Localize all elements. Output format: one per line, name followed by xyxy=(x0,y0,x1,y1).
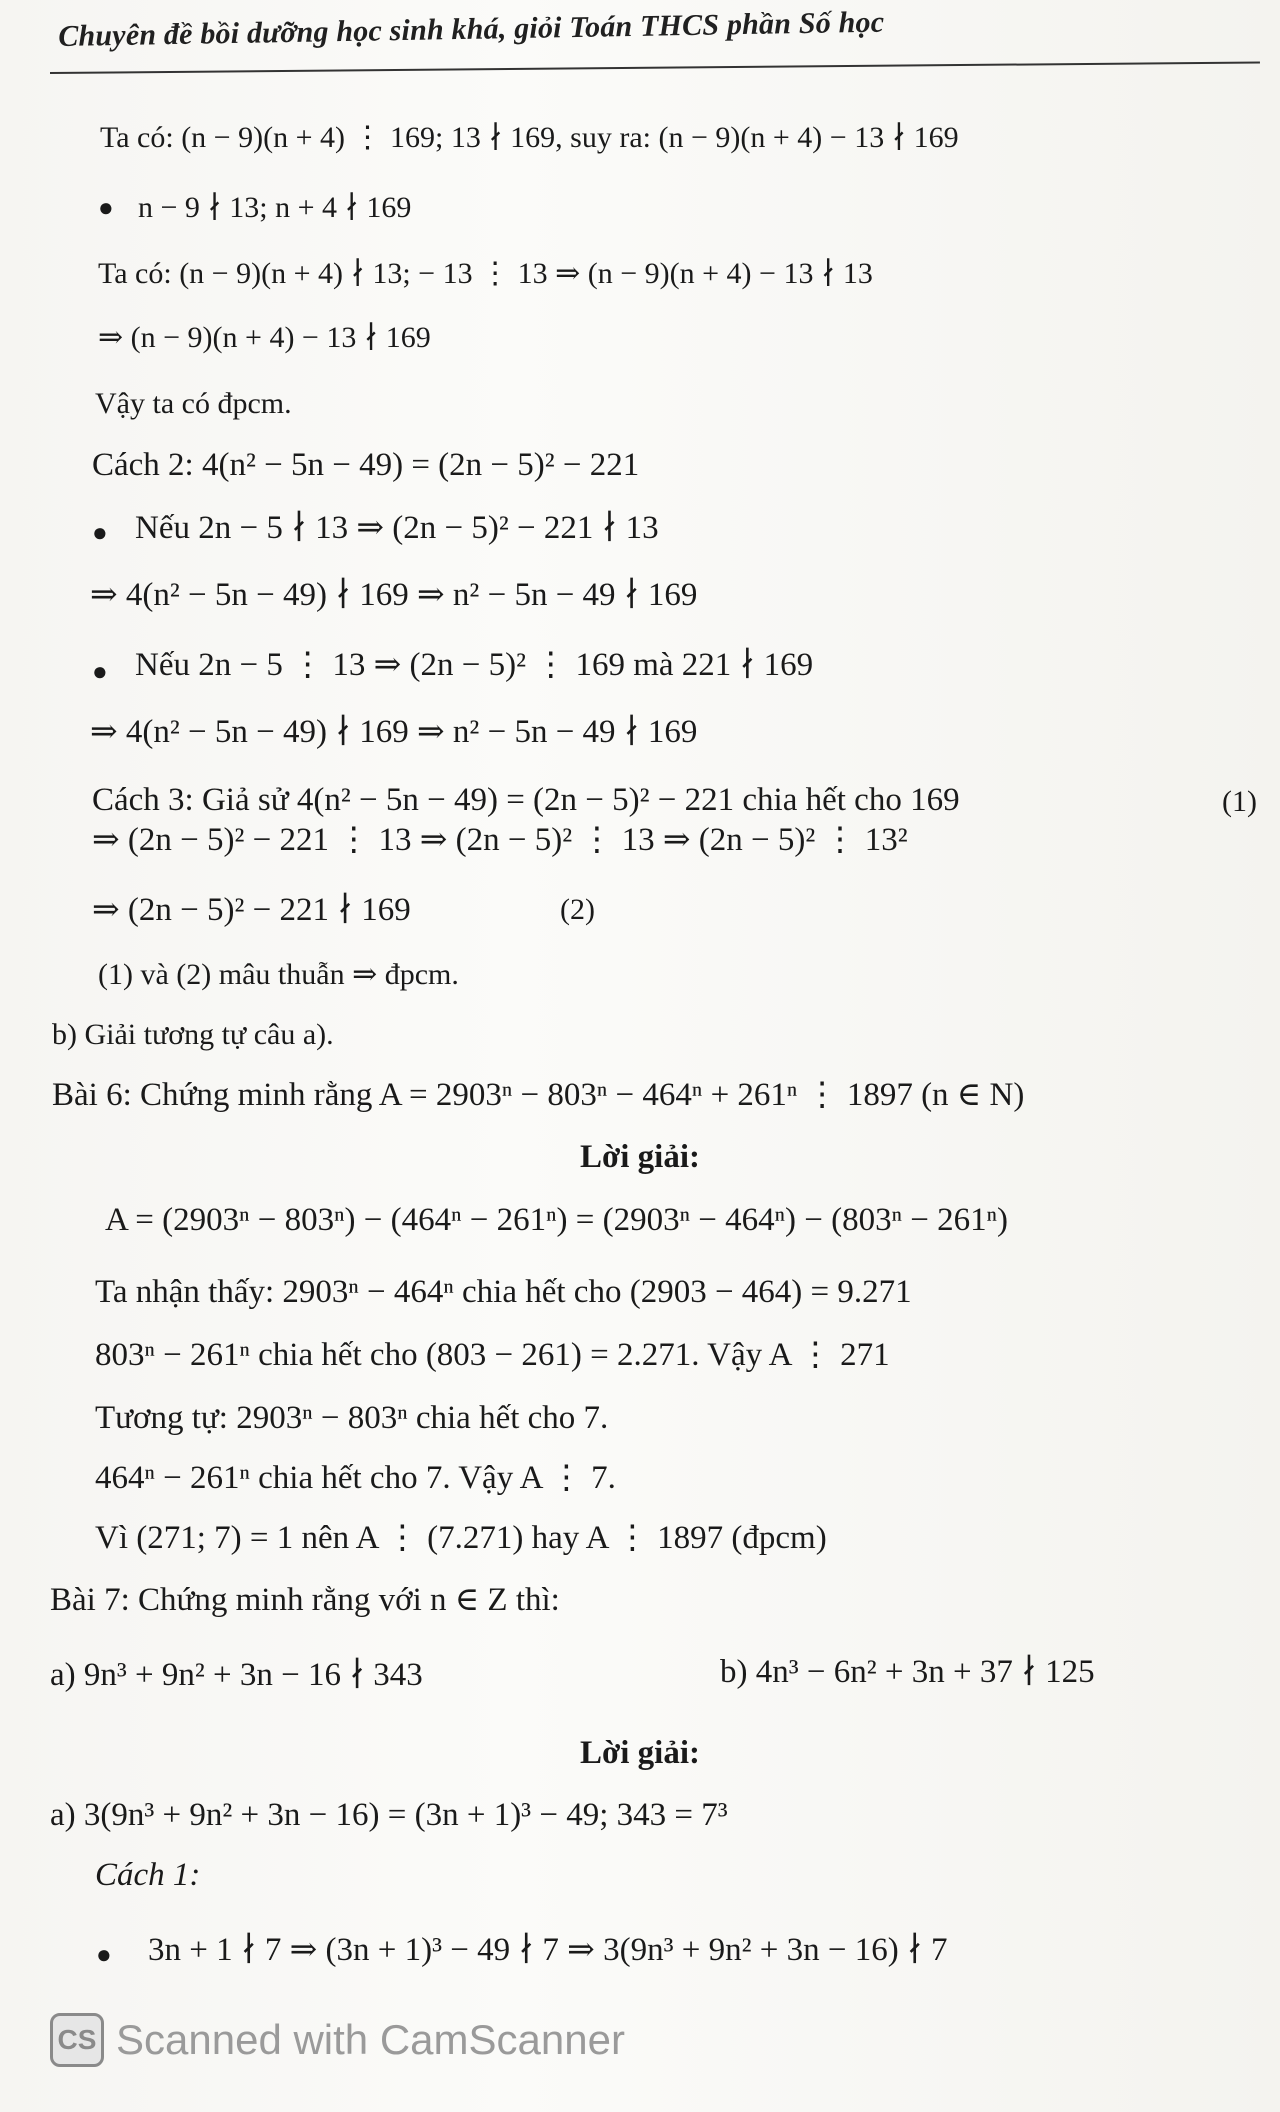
text-line: A = (2903ⁿ − 803ⁿ) − (464ⁿ − 261ⁿ) = (2903ⁿ − 464ⁿ) − (803ⁿ − 261ⁿ) xyxy=(105,1202,1008,1238)
text-line: ⇒ (n − 9)(n + 4) − 13 ∤ 169 xyxy=(98,321,431,354)
bullet-icon: ● xyxy=(98,193,114,222)
text-line: Vì (271; 7) = 1 nên A ⋮ (7.271) hay A ⋮ 1897 (đpcm) xyxy=(95,1520,827,1556)
text-line: 803ⁿ − 261ⁿ chia hết cho (803 − 261) = 2.271. Vậy A ⋮ 271 xyxy=(95,1337,890,1373)
text-line: ⇒ 4(n² − 5n − 49) ∤ 169 ⇒ n² − 5n − 49 ∤ 169 xyxy=(90,714,698,750)
solution-heading: Lời giải: xyxy=(579,1139,701,1175)
watermark-text: Scanned with CamScanner xyxy=(116,2016,625,2063)
text-line: n − 9 ∤ 13; n + 4 ∤ 169 xyxy=(138,191,412,224)
header-rule xyxy=(50,61,1260,74)
text-line-cach-2: Cách 2: 4(n² − 5n − 49) = (2n − 5)² − 221 xyxy=(92,447,640,483)
exercise-7b: b) 4n³ − 6n² + 3n + 37 ∤ 125 xyxy=(720,1654,1095,1690)
bullet-icon: ● xyxy=(92,518,108,547)
text-line: (1) và (2) mâu thuẫn ⇒ đpcm. xyxy=(98,958,459,991)
text-line: ⇒ (2n − 5)² − 221 ∤ 169 xyxy=(92,892,411,928)
camscanner-watermark xyxy=(50,2010,625,2070)
bullet-icon: ● xyxy=(92,657,108,686)
text-line: Vậy ta có đpcm. xyxy=(95,387,292,420)
text-line: b) Giải tương tự câu a). xyxy=(52,1018,334,1051)
page-header-title: Chuyên đề bồi dưỡng học sinh khá, giỏi Toán THCS phần Số học xyxy=(58,5,885,53)
text-line: 3n + 1 ∤ 7 ⇒ (3n + 1)³ − 49 ∤ 7 ⇒ 3(9n³ + 9n² + 3n − 16) ∤ 7 xyxy=(148,1932,948,1968)
solution-heading: Lời giải: xyxy=(579,1735,701,1771)
bullet-icon: ● xyxy=(96,1940,112,1969)
text-line-cach-3: Cách 3: Giả sử 4(n² − 5n − 49) = (2n − 5)² − 221 chia hết cho 169 xyxy=(92,782,960,818)
equation-tag-1: (1) xyxy=(1222,785,1257,818)
equation-tag-2: (2) xyxy=(560,893,595,926)
exercise-7-statement: Bài 7: Chứng minh rằng với n ∈ Z thì: xyxy=(50,1582,560,1618)
text-line: ⇒ 4(n² − 5n − 49) ∤ 169 ⇒ n² − 5n − 49 ∤ 169 xyxy=(90,577,698,613)
text-line: Nếu 2n − 5 ⋮ 13 ⇒ (2n − 5)² ⋮ 169 mà 221 ∤ 169 xyxy=(135,647,814,683)
exercise-6-statement: Bài 6: Chứng minh rằng A = 2903ⁿ − 803ⁿ − 464ⁿ + 261ⁿ ⋮ 1897 (n ∈ N) xyxy=(52,1077,1025,1113)
text-line-cach-1: Cách 1: xyxy=(95,1857,201,1893)
text-line: Nếu 2n − 5 ∤ 13 ⇒ (2n − 5)² − 221 ∤ 13 xyxy=(135,510,659,546)
exercise-7a: a) 9n³ + 9n² + 3n − 16 ∤ 343 xyxy=(50,1657,423,1693)
text-line: Ta nhận thấy: 2903ⁿ − 464ⁿ chia hết cho (2903 − 464) = 9.271 xyxy=(95,1274,912,1310)
text-line: Tương tự: 2903ⁿ − 803ⁿ chia hết cho 7. xyxy=(95,1400,609,1436)
text-line: ⇒ (2n − 5)² − 221 ⋮ 13 ⇒ (2n − 5)² ⋮ 13 ⇒ (2n − 5)² ⋮ 13² xyxy=(92,822,908,858)
text-line: Ta có: (n − 9)(n + 4) ⋮ 169; 13 ∤ 169, suy ra: (n − 9)(n + 4) − 13 ∤ 169 xyxy=(100,121,959,154)
text-line: Ta có: (n − 9)(n + 4) ∤ 13; − 13 ⋮ 13 ⇒ (n − 9)(n + 4) − 13 ∤ 13 xyxy=(98,257,873,290)
text-line: a) 3(9n³ + 9n² + 3n − 16) = (3n + 1)³ − 49; 343 = 7³ xyxy=(50,1797,728,1833)
text-line: 464ⁿ − 261ⁿ chia hết cho 7. Vậy A ⋮ 7. xyxy=(95,1460,616,1496)
camscanner-logo-icon: CS xyxy=(50,2013,104,2067)
